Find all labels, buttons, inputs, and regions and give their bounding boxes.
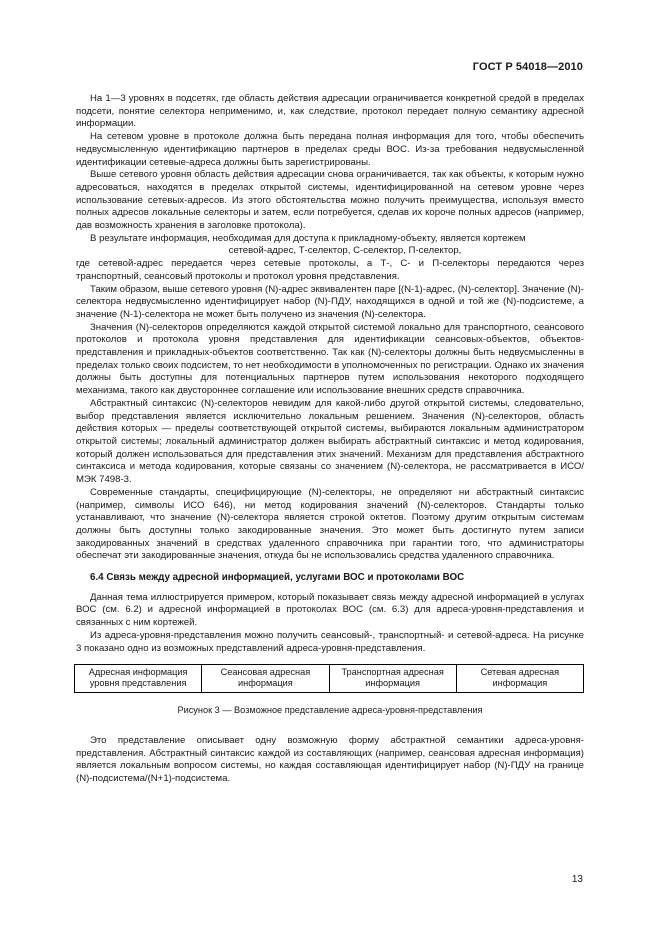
- page-number: 13: [571, 874, 583, 885]
- paragraph: Это представление описывает одну возможную форму абстрактной семантики адреса-уровня-представления. Абстрактный синтаксис каждой из составляющих (например, сеансовая адресная информация) является локальным вопросом системы, но каждая составляющая идентифицирует набор (N)-ПДУ на границе (N)-подсистема/(N+1)-подсистема.: [76, 734, 584, 785]
- figure-caption: Рисунок 3 — Возможное представление адреса-уровня-представления: [177, 705, 483, 716]
- paragraph: Из адреса-уровня-представления можно получить сеансовый-, транспортный- и сетевой-адреса. На рисунке 3 показано одно из возможных представлений адреса-уровня-представления.: [76, 629, 584, 654]
- section-heading: 6.4 Связь между адресной информацией, услугами ВОС и протоколами ВОС: [90, 572, 465, 584]
- document-body: [76, 93, 584, 786]
- paragraph: Абстрактный синтаксис (N)-селекторов невидим для какой-либо другой открытой системы, следовательно, выбор представления является исключительно локальным решением. Значения (N)-селекторов, область действия которых — пределы соответствующей открытой системы, выбираются локальным администратором открытой системы; локальный администратор должен выбирать абстрактный синтаксис и метод кодирования, который должен использоваться для представления этих значений. Механизм для представления абстрактного синтаксиса и метода кодирования, которые связаны со значением (N)-селектора, не рассматривается в ИСО/МЭК 7498-3.: [76, 397, 584, 486]
- figure-cell-transport: Транспортная адресная информация: [330, 665, 457, 692]
- paragraph: где сетевой-адрес передается через сетевые протоколы, а Т-, С- и П-селекторы передаются через транспортный, сеансовый протоколы и протокол уровня представления.: [76, 258, 584, 282]
- paragraph: Данная тема иллюстрируется примером, который показывает связь между адресной информацией в услугах ВОС (см. 6.2) и адресной информацией в протоколах ВОС (см. 6.3) для адреса-уровня-представления и связанных с ним кортежей.: [76, 591, 584, 629]
- figure-cell-presentation: Адресная информация уровня представления: [75, 665, 202, 692]
- paragraph: На 1—3 уровнях в подсетях, где область действия адресации ограничивается конкретной средой в пределах подсети, понятие селектора неприменимо, и, как следствие, протокол передает полную семантику адресной информации.: [76, 93, 584, 130]
- standard-designation: ГОСТ Р 54018—2010: [472, 61, 583, 73]
- figure-cell-network: Сетевая адресная информация: [480, 667, 560, 689]
- paragraph: Значения (N)-селекторов определяются каждой открытой системой локально для транспортного, сеансового протоколов и протокола уровня представления для идентификации сеансовых-объектов, объектов-представления и прикладных-объектов соответственно. Так как (N)-селекторы должны быть недвусмысленны в пределах только своих подсистем, то нет необходимости в уполномоченных по регистрации. Однако их значения должны быть доступны для потенциальных партнеров путем использования некоторого подходящего механизма, такого как двустороннее соглашение или использование внешних средств справочника.: [76, 321, 584, 397]
- paragraph: В результате информация, необходимая для доступа к прикладному-объекту, является кортежем: [90, 232, 526, 244]
- paragraph: Выше сетевого уровня область действия адресации снова ограничивается, так как объекты, к которым нужно адресоваться, находятся в пределах открытой системы, идентифицированной на сетевом уровне через использование сетевых-адресов. Из этого обстоятельства можно получить преимущества, используя вместо полных адресов локальные селекторы и затем, если потребуется, сделав их короче полных адресов (например, дав возможность хранения в заголовке протокола).: [76, 169, 584, 232]
- figure-3-table: [74, 664, 584, 693]
- paragraph: Таким образом, выше сетевого уровня (N)-адрес эквивалентен паре [(N-1)-адрес, (N)-селектор]. Значение (N)-селектора недвусмысленно идентифицирует набор (N)-ПДУ, находящихся в одной и той же (N)-подсистеме, а значение (N-1)-селектора не может быть получено из значения (N)-селектора.: [76, 283, 584, 320]
- paragraph: На сетевом уровне в протоколе должна быть передана полная информация для того, чтобы обеспечить недвусмысленную идентификацию партнеров в пределах среды ВОС. Из-за требования недвусмысленной идентификации сетевые-адреса должны быть зарегистрированы.: [76, 131, 584, 168]
- paragraph: Современные стандарты, специфицирующие (N)-селекторы, не определяют ни абстрактный синтаксис (например, символы ИСО 646), ни метод кодирования значений (N)-селекторов. Стандарты только устанавливают, что значение (N)-селектора является строкой октетов. Поэтому другим открытым системам должны быть доступны только закодированные значения. Это может быть достигнуто путем записи закодированных значений в средствах удаленного справочника при гарантии того, что администраторы обеспечат эти закодированные значения, откуда бы не использовались средства удаленного справочника.: [76, 486, 584, 562]
- figure-cell-session: Сеансовая адресная информация: [202, 665, 329, 692]
- tuple-line: сетевой-адрес, Т-селектор, С-селектор, П-селектор,: [228, 245, 462, 257]
